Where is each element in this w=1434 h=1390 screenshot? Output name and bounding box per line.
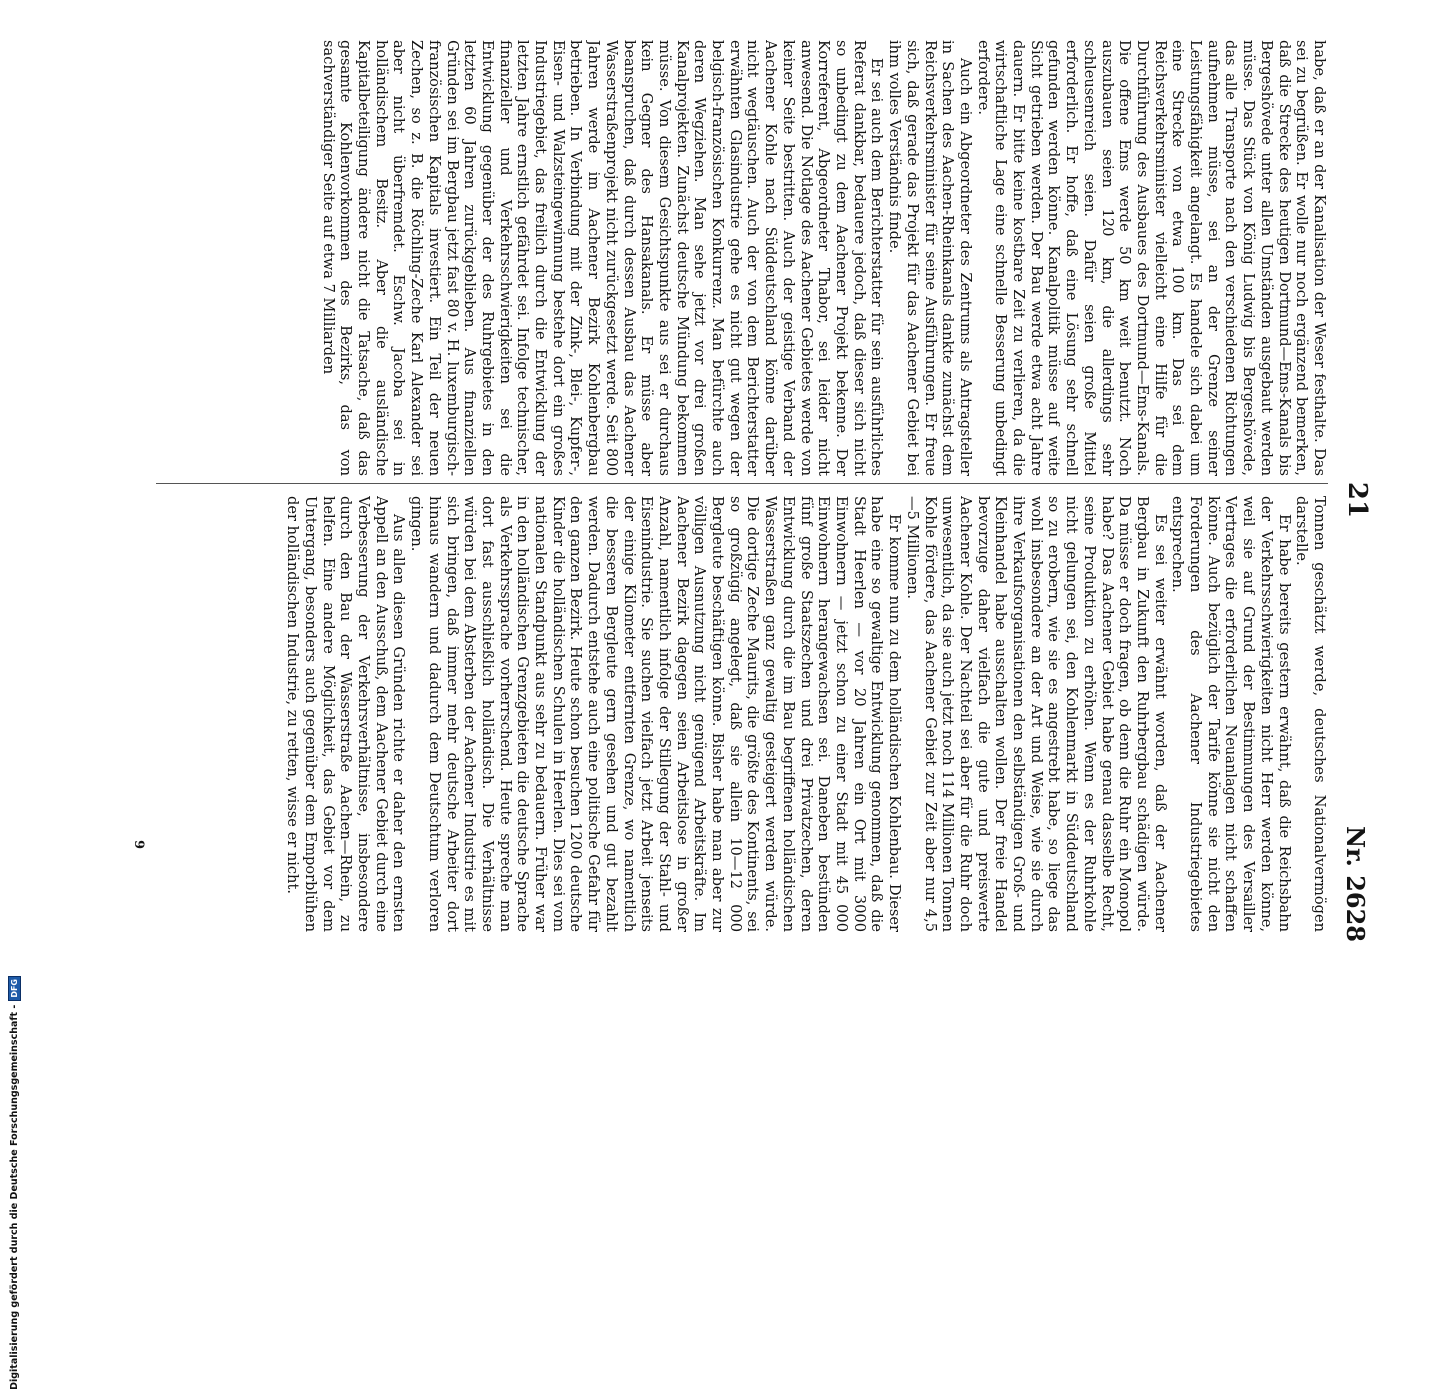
dfg-logo-icon: DFG <box>8 976 21 1001</box>
paragraph: Er habe bereits gestern erwähnt, daß die Reichsbahn der Verkehrsschwierigkeiten nicht Herr werden könne, weil sie auf Grund der Bestimmungen des Versailler Vertrages die erforderlichen Neuanlagen nicht schaffen könne. Auch bezüglich der Tarife könne sie nicht den Forderungen des Aachener Industriegebietes entsprechen. <box>1169 496 1293 932</box>
paragraph: Er komme nun zu dem holländischen Kohlenbau. Dieser habe eine so gewaltige Entwicklung genommen, daß die Stadt Heerlen — vor 20 Jahren ein Ort mit 3000 Einwohnern — jetzt schon zu einer Stadt mit 45 000 Einwohnern herangewachsen sei. Daneben bestünden fünf große Staatszechen und drei Privatzechen, deren Entwicklung durch die im Bau begriffenen holländischen Wasserstraßen ganz gewaltig gesteigert werden würde. Die dortige Zeche Maurits, die größte des Kontinents, sei so großzügig angelegt, daß sie allein 10—12 000 Bergleute beschäftigen könne. Bisher habe man aber zur völligen Ausnutzung nicht genügend Arbeitskräfte. Im Aachener Bezirk dagegen seien Arbeitslose in großer Anzahl, namentlich infolge der Stillegung der Stahl- und Eisenindustrie. Sie suchen vielfach jetzt Arbeit jenseits der einige Kilometer entfernten Grenze, wo namentlich die besseren Bergleute gern gesehen und gut bezahlt werden. Dadurch entstehe auch eine politische Gefahr für den ganzen Bezirk. Heute schon besuchen 1200 deutsche Kinder die holländischen Schulen in Heerlen. Dies sei vom nationalen Standpunkt aus sehr zu bedauern. Früher war in den holländischen Grenzgebieten die deutsche Sprache als Verkehrssprache vorherrschend. Heute spreche man dort fast ausschließlich holländisch. Die Verhältnisse würden bei dem Absterben der Aachener Industrie es mit sich bringen, daß immer mehr deutsche Arbeiter dort hinaus wandern und dadurch dem Deutschtum verloren gingen. <box>408 496 904 932</box>
paragraph: Tonnen geschätzt werde, deutsches Nationalvermögen darstelle. <box>1293 496 1328 932</box>
column-divider <box>156 483 1328 484</box>
paragraph: Er sei auch dem Berichterstatter für sein ausführliches Referat dankbar, bedauere jedoch, daß dieser sich nicht so unbedingt zu dem Aachener Projekt bekenne. Der Korreferent, Abgeordneter Thabor, sei leider nicht anwesend. Die Notlage des Aachener Gebietes werde von keiner Seite bestritten. Auch der geistige Verband der Aachener Kohle nach Süddeutschland könne darüber nicht wegtäuschen. Auch der von dem Berichterstatter erwähnten Glasindustrie gehe es nicht gut wegen der belgisch-französischen Konkurrenz. Man befürchte auch deren Wegziehen. Man sehe jetzt vor drei großen Kanalprojekten. Zunächst deutsche Mündung bekommen müsse. Von diesem Gesichtspunkte aus sei er durchaus kein Gegner des Hansakanals. Er müsse aber beanspruchen, daß durch dessen Ausbau das Aachener Wasserstraßenprojekt nicht zurückgesetzt werde. Seit 800 Jahren werde im Aachener Bezirk Kohlenbergbau betrieben. In Verbindung mit der Zink-, Blei-, Kupfer-, Eisen- und Walzsteingewinnung bestehe dort ein großes Industriegebiet, das freilich durch die Entwicklung der letzten Jahre ernstlich gefährdet sei. Infolge technischer, finanzieller und Verkehrsschwierigkeiten sei die Entwicklung gegenüber der des Ruhrgebietes in den letzten 60 Jahren zurückgeblieben. Aus finanziellen Gründen sei im Bergbau jetzt fast 80 v. H. luxemburgisch-französischen Kapitals investiert. Ein Teil der neuen Zechen, so z. B. die Röchling-Zeche Karl Alexander sei aber nicht überfremdet. Eschw. Jacoba sei in holländischem Besitz. Aber die ausländische Kapitalbeteiligung ändere nicht die Tatsache, daß das gesamte Kohlenvorkommen des Bezirks, das von sachverständiger Seite auf etwa 7 Milliarden <box>319 40 886 476</box>
page-number: 21 <box>1342 481 1372 519</box>
digitization-credit <box>4 614 22 1390</box>
page-header <box>1332 40 1372 960</box>
document-number: Nr. 2628 <box>1341 826 1370 942</box>
paragraph: Aus allen diesen Gründen richte er daher den ernsten Appell an den Ausschuß, dem Aachener Gebiet durch eine Verbesserung der Verkehrsverhältnisse, insbesondere durch den Bau der Wasserstraße Aachen—Rhein, zu helfen. Eine andere Möglichkeit, das Gebiet vor dem Untergang, besonders auch gegenüber dem Emporblühen der holländischen Industrie, zu retten, wisse er nicht. <box>284 496 408 932</box>
paragraph: habe, daß er an der Kanalisation der Weser festhalte. Das sei zu begrüßen. Er wolle nur noch ergänzend bemerken, daß die Strecke des heutigen Dortmund—Ems-Kanals bis Bergeshövede unter allen Umständen ausgebaut werden müsse. Das Stück von König Ludwig bis Bergeshövede, das alle Transporte nach den verschiedenen Richtungen aufnehmen müsse, sei an der Grenze seiner Leistungsfähigkeit angelangt. Es handele sich dabei um eine Strecke von etwa 100 km. Das sei dem Reichsverkehrsminister vielleicht eine Hilfe für die Durchführung des Ausbaues des Dortmund—Ems-Kanals. Die offene Ems werde 50 km weit benutzt. Noch auszubauen seien 120 km, die allerdings sehr schleusenreich seien. Dafür seien große Mittel erforderlich. Er hoffe, daß eine Lösung sehr schnell gefunden werden könne. Kanalpolitik müsse auf weite Sicht getrieben werden. Der Bau werde etwa acht Jahre dauern. Er bitte keine kostbare Zeit zu verlieren, da die wirtschaftliche Lage eine schnelle Besserung unbedingt erfordere. <box>974 40 1328 476</box>
left-text-column <box>148 40 1328 476</box>
paragraph: Auch ein Abgeordneter des Zentrums als Antragsteller in Sachen des Aachen-Rheinkanals dankte zunächst dem Reichsverkehrsminister für seine Ausführungen. Er freue sich, daß gerade das Projekt für das Aachener Gebiet bei ihm volles Verständnis finde. <box>886 40 974 476</box>
right-text-column <box>148 496 1328 932</box>
signature-mark: 9 <box>131 840 146 850</box>
credit-text: Digitalisierung gefördert durch die Deutsche Forschungsgemeinschaft - <box>8 1004 20 1390</box>
paragraph: Es sei weiter erwähnt worden, daß der Aachener Bergbau in Zukunft den Ruhrbergbau schädigen würde. Da müsse er doch fragen, ob denn die Ruhr ein Monopol habe? Das Aachener Gebiet habe genau dasselbe Recht, seine Produktion zu erhöhen. Wenn es der Ruhrkohle nicht gelungen sei, den Kohlenmarkt in Süddeutschland so zu erobern, wie sie es angestrebt habe, so liege das wohl insbesondere an der Art und Weise, wie sie durch ihre Verkaufsorganisationen den selbständigen Groß- und Kleinhandel habe ausschalten wollen. Der freie Handel bevorzuge daher vielfach die gute und preiswerte Aachener Kohle. Der Nachteil sei aber für die Ruhr doch unwesentlich, da sie auch jetzt noch 114 Millionen Tonnen Kohle fördere, das Aachener Gebiet zur Zeit aber nur 4,5—5 Millionen. <box>903 496 1169 932</box>
